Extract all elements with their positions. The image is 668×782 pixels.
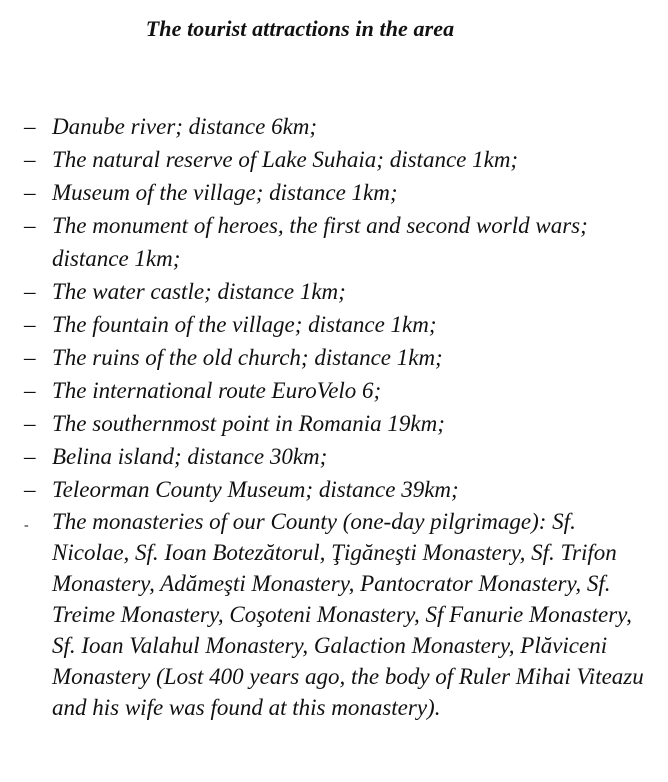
list-item xyxy=(24,473,654,506)
list-item xyxy=(24,506,654,723)
list-item-text: The monasteries of our County (one-day pilgrimage): Sf. Nicolae, Sf. Ioan Botezătorul, Ţigăneşti Monastery, Sf. Trifon Monastery, Adămeşti Monastery, Pantocrator Monastery, Sf. Treime Monastery, Coşoteni Monastery, Sf Fanurie Monastery, Sf. Ioan Valahul Monastery, Galaction Monastery, Plăviceni Monastery (Lost 400 years ago, the body of Ruler Mihai Viteazu and his wife was found at this monastery). xyxy=(52,509,644,720)
bullet-dash: – xyxy=(24,378,36,403)
bullet-dash: – xyxy=(24,180,36,205)
list-item xyxy=(24,110,654,143)
list-item-text: The southernmost point in Romania 19km; xyxy=(52,411,445,436)
list-item-text: Teleorman County Museum; distance 39km; xyxy=(52,477,459,502)
list-item xyxy=(24,407,654,440)
attractions-list xyxy=(24,110,654,723)
list-item-text: The fountain of the village; distance 1km; xyxy=(52,312,437,337)
page-title: The tourist attractions in the area xyxy=(145,16,455,41)
bullet-dash: – xyxy=(24,147,36,172)
list-item-text: The international route EuroVelo 6; xyxy=(52,378,382,403)
list-item-text: Belina island; distance 30km; xyxy=(52,444,328,469)
list-item-text: The monument of heroes, the first and second world wars; distance 1km; xyxy=(52,213,588,271)
list-item-text: The ruins of the old church; distance 1km; xyxy=(52,345,443,370)
bullet-dash: – xyxy=(24,444,36,469)
list-item xyxy=(24,143,654,176)
list-item xyxy=(24,440,654,473)
list-item xyxy=(24,275,654,308)
list-item-text: Museum of the village; distance 1km; xyxy=(52,180,398,205)
list-item xyxy=(24,176,654,209)
bullet-dash: – xyxy=(24,279,36,304)
bullet-dash: - xyxy=(24,518,29,533)
list-item xyxy=(24,374,654,407)
bullet-dash: – xyxy=(24,213,36,238)
list-item-text: The water castle; distance 1km; xyxy=(52,279,346,304)
bullet-dash: – xyxy=(24,477,36,502)
bullet-dash: – xyxy=(24,312,36,337)
list-item xyxy=(24,341,654,374)
list-item xyxy=(24,308,654,341)
bullet-dash: – xyxy=(24,114,36,139)
bullet-dash: – xyxy=(24,345,36,370)
list-item-text: Danube river; distance 6km; xyxy=(52,114,318,139)
bullet-dash: – xyxy=(24,411,36,436)
list-item xyxy=(24,209,654,275)
list-item-text: The natural reserve of Lake Suhaia; distance 1km; xyxy=(52,147,519,172)
